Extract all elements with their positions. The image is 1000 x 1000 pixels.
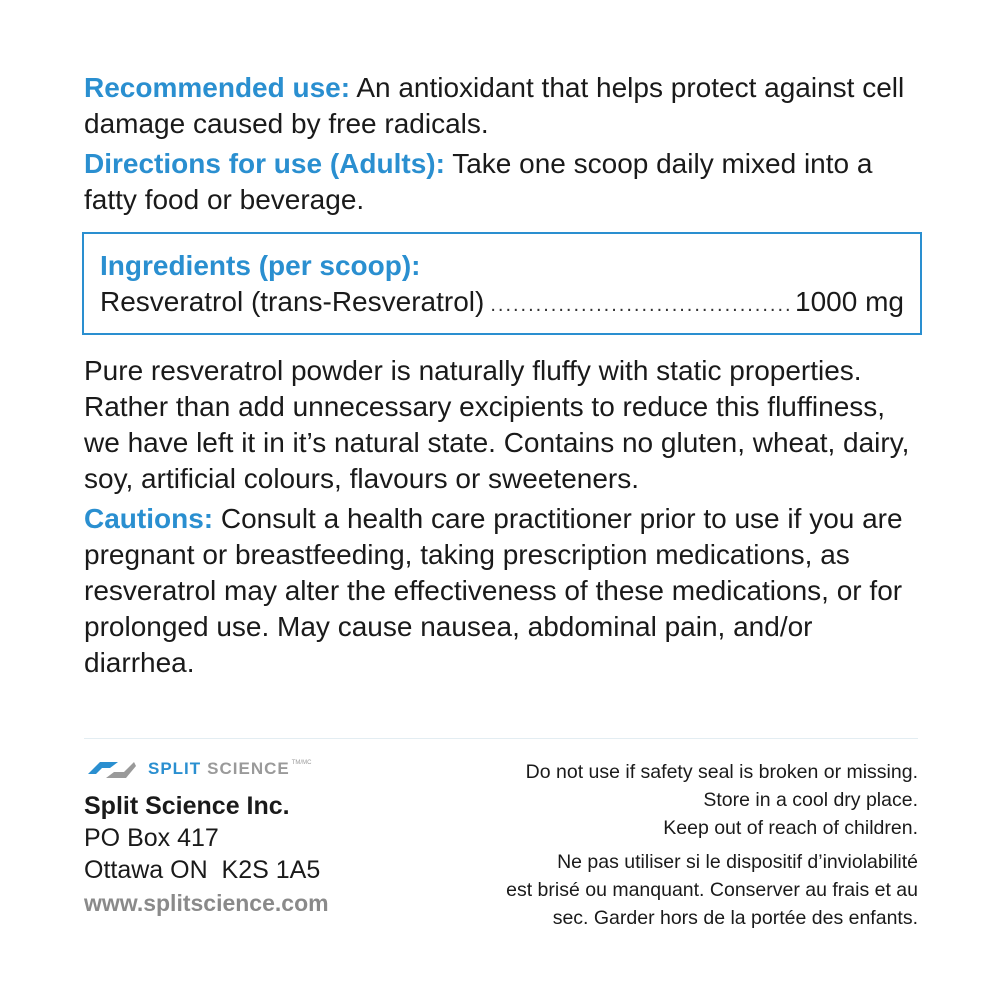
po-box: PO Box 417 [84, 824, 219, 852]
ingredient-amount: 1000 mg [795, 286, 904, 317]
split-science-logo [84, 752, 424, 786]
directions-label: Directions for use (Adults): [84, 148, 445, 179]
website-link[interactable]: www.splitscience.com [84, 890, 329, 916]
ingredients-box [82, 232, 922, 335]
warning-en-2: Store in a cool dry place. [703, 789, 918, 811]
company-name: Split Science Inc. [84, 792, 290, 820]
warning-fr-3: sec. Garder hors de la portée des enfants. [552, 907, 918, 929]
warning-fr-1: Ne pas utiliser si le dispositif d’inviolabilité [557, 851, 918, 873]
ingredient-name: Resveratrol (trans-Resveratrol) [100, 286, 485, 317]
divider [84, 738, 918, 739]
ingredients-title: Ingredients (per scoop): [100, 250, 421, 281]
warnings-block [398, 758, 918, 932]
directions-text: Take one scoop daily mixed into a fatty food or beverage. [84, 148, 873, 215]
recommended-use-text: An antioxidant that helps protect against cell damage caused by free radicals. [84, 72, 905, 139]
company-block [84, 752, 424, 917]
main-content [84, 70, 924, 685]
split-logo-icon [84, 756, 140, 782]
warning-en-1: Do not use if safety seal is broken or missing. [525, 761, 918, 783]
warning-en-3: Keep out of reach of children. [663, 817, 918, 839]
recommended-use-label: Recommended use: [84, 72, 351, 103]
leader-dots [490, 287, 789, 323]
warning-fr-2: est brisé ou manquant. Conserver au frais et au [506, 879, 918, 901]
description: Pure resveratrol powder is naturally fluffy with static properties. Rather than add unnecessary excipients to reduce this fluffiness, we have left it in it’s natural state. Contains no gluten, wheat, dairy, soy, artificial colours, flavours or sweeteners. [84, 355, 910, 494]
directions-for-use [84, 146, 924, 218]
logo-split-text: SPLIT [148, 759, 202, 778]
logo-science-text: SCIENCE [207, 759, 290, 778]
cautions-label: Cautions: [84, 503, 214, 534]
ingredient-row [100, 284, 904, 323]
city-postal: Ottawa ON K2S 1A5 [84, 856, 321, 884]
recommended-use [84, 70, 924, 142]
cautions-text: Consult a health care practitioner prior to use if you are pregnant or breastfeeding, taking prescription medications, as resveratrol may alter the effectiveness of these medications, or for prolonged use. May cause nausea, abdominal pain, and/or diarrhea. [84, 503, 903, 678]
cautions [84, 501, 924, 681]
logo-trademark: TM/MC [291, 760, 312, 766]
